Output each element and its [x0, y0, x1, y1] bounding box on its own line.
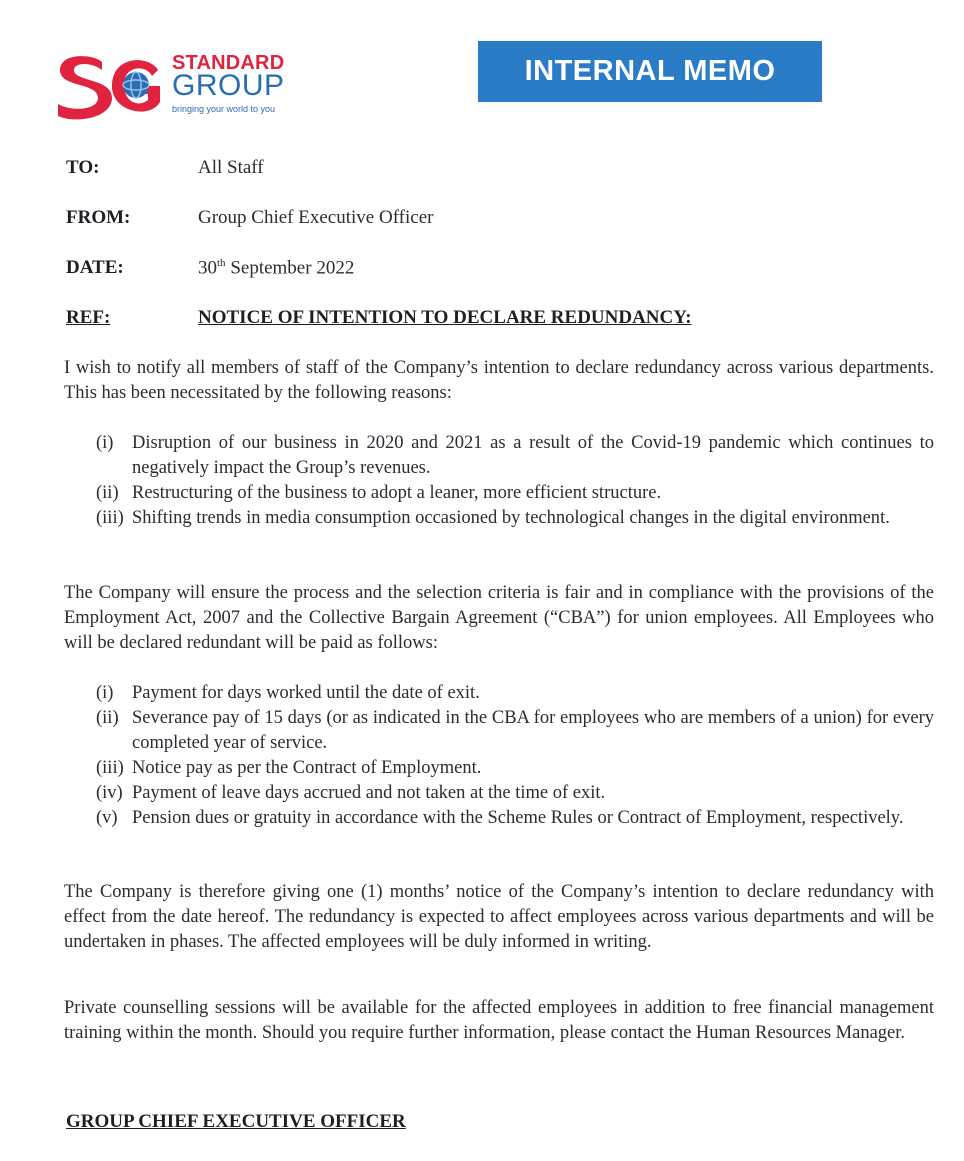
list-number: (iii) [96, 508, 124, 528]
list-text: Notice pay as per the Contract of Employment. [132, 758, 482, 778]
list-number: (iv) [96, 783, 123, 803]
reasons-list [96, 431, 934, 531]
payments-list [96, 681, 934, 831]
list-text: Restructuring of the business to adopt a leaner, more efficient structure. [132, 483, 662, 503]
list-text: Disruption of our business in 2020 and 2021 as a result of the Covid-19 pandemic which continues to negatively impact the Group’s revenues. [132, 433, 934, 478]
list-number: (i) [96, 433, 114, 453]
list-text: Severance pay of 15 days (or as indicated in the CBA for employees who are members of a union) for every completed year of service. [132, 708, 934, 753]
sg-logo-mark-icon [54, 48, 166, 120]
logo-standard-text: STANDARD [172, 52, 285, 74]
signature-title: GROUP CHIEF EXECUTIVE OFFICER [66, 1111, 406, 1132]
logo-group-text: GROUP [172, 69, 285, 102]
notice-paragraph: The Company is therefore giving one (1) months’ notice of the Company’s intention to declare redundancy with effect from the date hereof. The redundancy is expected to affect employees across various departments and will be undertaken in phases. The affected employees will be duly informed in writing. [64, 882, 934, 952]
from-value: Group Chief Executive Officer [198, 207, 434, 228]
list-number: (i) [96, 683, 114, 703]
list-text: Payment of leave days accrued and not taken at the time of exit. [132, 783, 606, 803]
logo-tagline: bringing your world to you [172, 104, 276, 114]
list-item [96, 756, 934, 781]
list-number: (ii) [96, 708, 119, 728]
intro-paragraph: I wish to notify all members of staff of the Company’s intention to declare redundancy across various departments. This has been necessitated by the following reasons: [64, 358, 934, 403]
list-number: (iii) [96, 758, 124, 778]
list-text: Shifting trends in media consumption occasioned by technological changes in the digital environment. [132, 508, 890, 528]
date-value [198, 257, 354, 279]
list-item [96, 706, 934, 756]
list-text: Payment for days worked until the date of exit. [132, 683, 480, 703]
date-rest: September 2022 [225, 257, 355, 279]
ref-label: REF: [66, 307, 111, 328]
process-paragraph: The Company will ensure the process and the selection criteria is fair and in compliance with the provisions of the Employment Act, 2007 and the Collective Bargain Agreement (“CBA”) for union employees. All Employees who will be declared redundant will be paid as follows: [64, 583, 934, 653]
list-number: (v) [96, 808, 118, 828]
list-item [96, 806, 934, 831]
list-item [96, 431, 934, 481]
from-label: FROM: [66, 207, 131, 228]
list-item [96, 781, 934, 806]
ref-value: NOTICE OF INTENTION TO DECLARE REDUNDANCY: [198, 307, 692, 328]
to-label: TO: [66, 157, 100, 178]
date-day: 30 [198, 257, 217, 279]
list-item [96, 481, 934, 506]
ref-row [66, 307, 692, 329]
counselling-paragraph: Private counselling sessions will be available for the affected employees in addition to free financial management training within the month. Should you require further information, please contact the Human Resources Manager. [64, 998, 934, 1043]
list-item [96, 681, 934, 706]
to-value: All Staff [198, 157, 264, 178]
date-label: DATE: [66, 257, 124, 278]
internal-memo-banner: INTERNAL MEMO [478, 41, 822, 102]
standard-group-logo [54, 48, 294, 120]
list-item [96, 506, 934, 531]
list-text: Pension dues or gratuity in accordance with the Scheme Rules or Contract of Employment, respectively. [132, 808, 904, 828]
list-number: (ii) [96, 483, 119, 503]
date-suffix: th [217, 257, 226, 269]
